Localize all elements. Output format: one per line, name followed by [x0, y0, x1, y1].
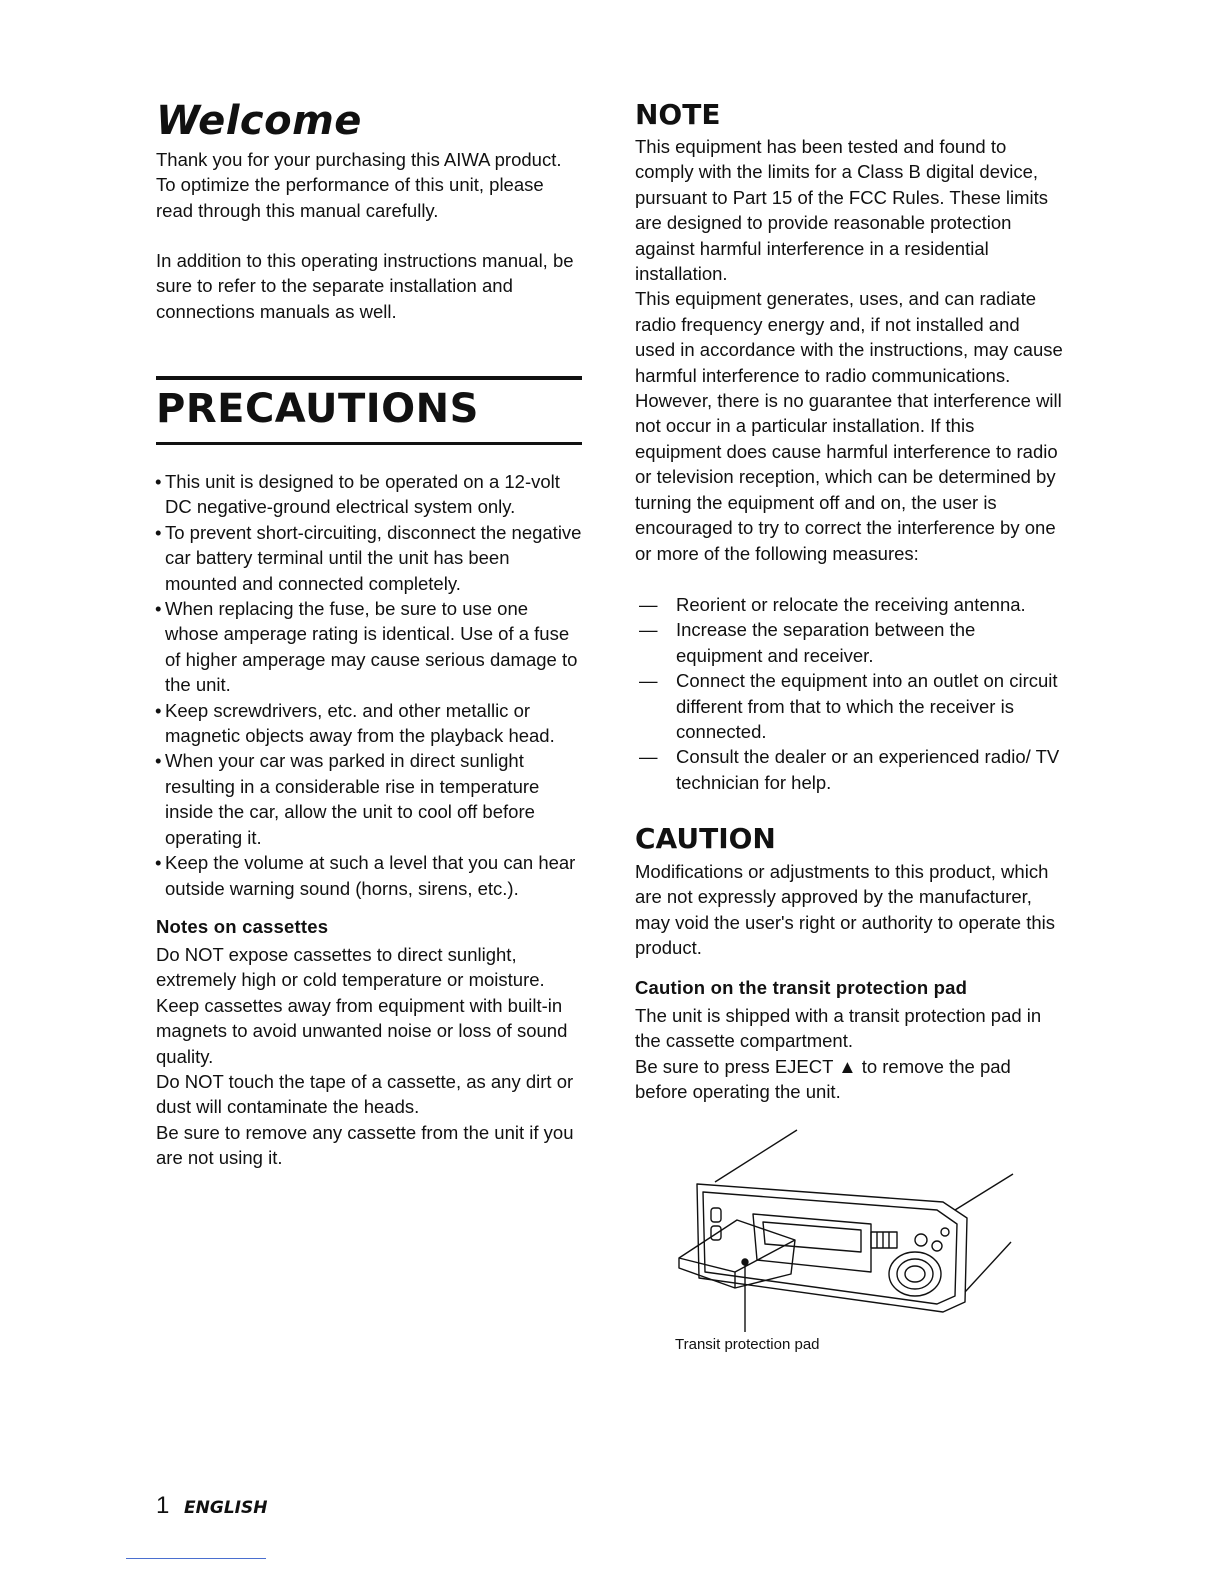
language-label: ENGLISH	[184, 1498, 268, 1518]
list-item: • Keep screwdrivers, etc. and other metallic or magnetic objects away from the playback head.	[156, 698, 582, 749]
page-footer	[156, 1492, 267, 1520]
measures-list	[639, 592, 1063, 795]
precautions-title: PRECAUTIONS	[156, 386, 479, 432]
notes-on-cassettes-heading: Notes on cassettes	[156, 916, 329, 937]
list-item: • To prevent short-circuiting, disconnect the negative car battery terminal until the unit has been mounted and connected completely.	[156, 520, 582, 596]
illustration-caption: Transit protection pad	[675, 1336, 820, 1353]
caution-title: CAUTION	[635, 822, 776, 855]
page-number: 1	[156, 1492, 170, 1519]
welcome-paragraph-2: In addition to this operating instructions manual, be sure to refer to the separate installation and connections manuals as well.	[156, 250, 574, 322]
bottom-rule	[126, 1558, 266, 1559]
welcome-paragraph-1: Thank you for your purchasing this AIWA product. To optimize the performance of this unit, please read through this manual carefully.	[156, 149, 562, 221]
list-item: • When replacing the fuse, be sure to use one whose amperage rating is identical. Use of a fuse of higher amperage may cause serious damage to the unit.	[156, 596, 582, 698]
list-item: — Increase the separation between the equipment and receiver.	[639, 617, 1063, 668]
list-item: — Connect the equipment into an outlet on circuit different from that to which the receiver is connected.	[639, 668, 1063, 744]
list-item: • When your car was parked in direct sunlight resulting in a considerable rise in temperature inside the car, allow the unit to cool off before operating it.	[156, 748, 582, 850]
list-item: — Consult the dealer or an experienced radio/ TV technician for help.	[639, 744, 1063, 795]
list-item: • This unit is designed to be operated on a 12-volt DC negative-ground electrical system only.	[156, 469, 582, 520]
transit-pad-heading: Caution on the transit protection pad	[635, 977, 968, 998]
list-item: — Reorient or relocate the receiving antenna.	[639, 592, 1063, 617]
notes-on-cassettes-text: Do NOT expose cassettes to direct sunlight, extremely high or cold temperature or moisture. Keep cassettes away from equipment with built-in magnets to avoid unwanted noise or loss of sound quality. Do NOT touch the tape of a cassette, as any dirt or dust will contaminate the heads. Be sure to remove any cassette from the unit if you are not using it.	[156, 944, 574, 1169]
precautions-bottom-rule	[156, 442, 582, 445]
precautions-top-rule	[156, 376, 582, 380]
list-item: • Keep the volume at such a level that you can hear outside warning sound (horns, sirens, etc.).	[156, 850, 582, 901]
note-paragraph: This equipment has been tested and found to comply with the limits for a Class B digital device, pursuant to Part 15 of the FCC Rules. These limits are designed to provide reasonable protection against harmful interference in a residential installation. This equipment generates, uses, and can radiate radio frequency energy and, if not installed and used in accordance with the instructions, may cause harmful interference to radio communications. However, there is no guarantee that interference will not occur in a particular installation. If this equipment does cause harmful interference to radio or television reception, which can be determined by turning the equipment off and on, the user is encouraged to try to correct the interference by one or more of the following measures:	[635, 136, 1063, 564]
welcome-title: Welcome	[156, 98, 362, 144]
precautions-list	[156, 469, 582, 901]
car-stereo-illustration	[675, 1122, 1015, 1332]
note-title: NOTE	[635, 98, 721, 131]
caution-paragraph: Modifications or adjustments to this product, which are not expressly approved by the manufacturer, may void the user's right or authority to operate this product.	[635, 861, 1055, 959]
transit-pad-text: The unit is shipped with a transit protection pad in the cassette compartment. Be sure to press EJECT ▲ to remove the pad before operating the unit.	[635, 1005, 1042, 1103]
